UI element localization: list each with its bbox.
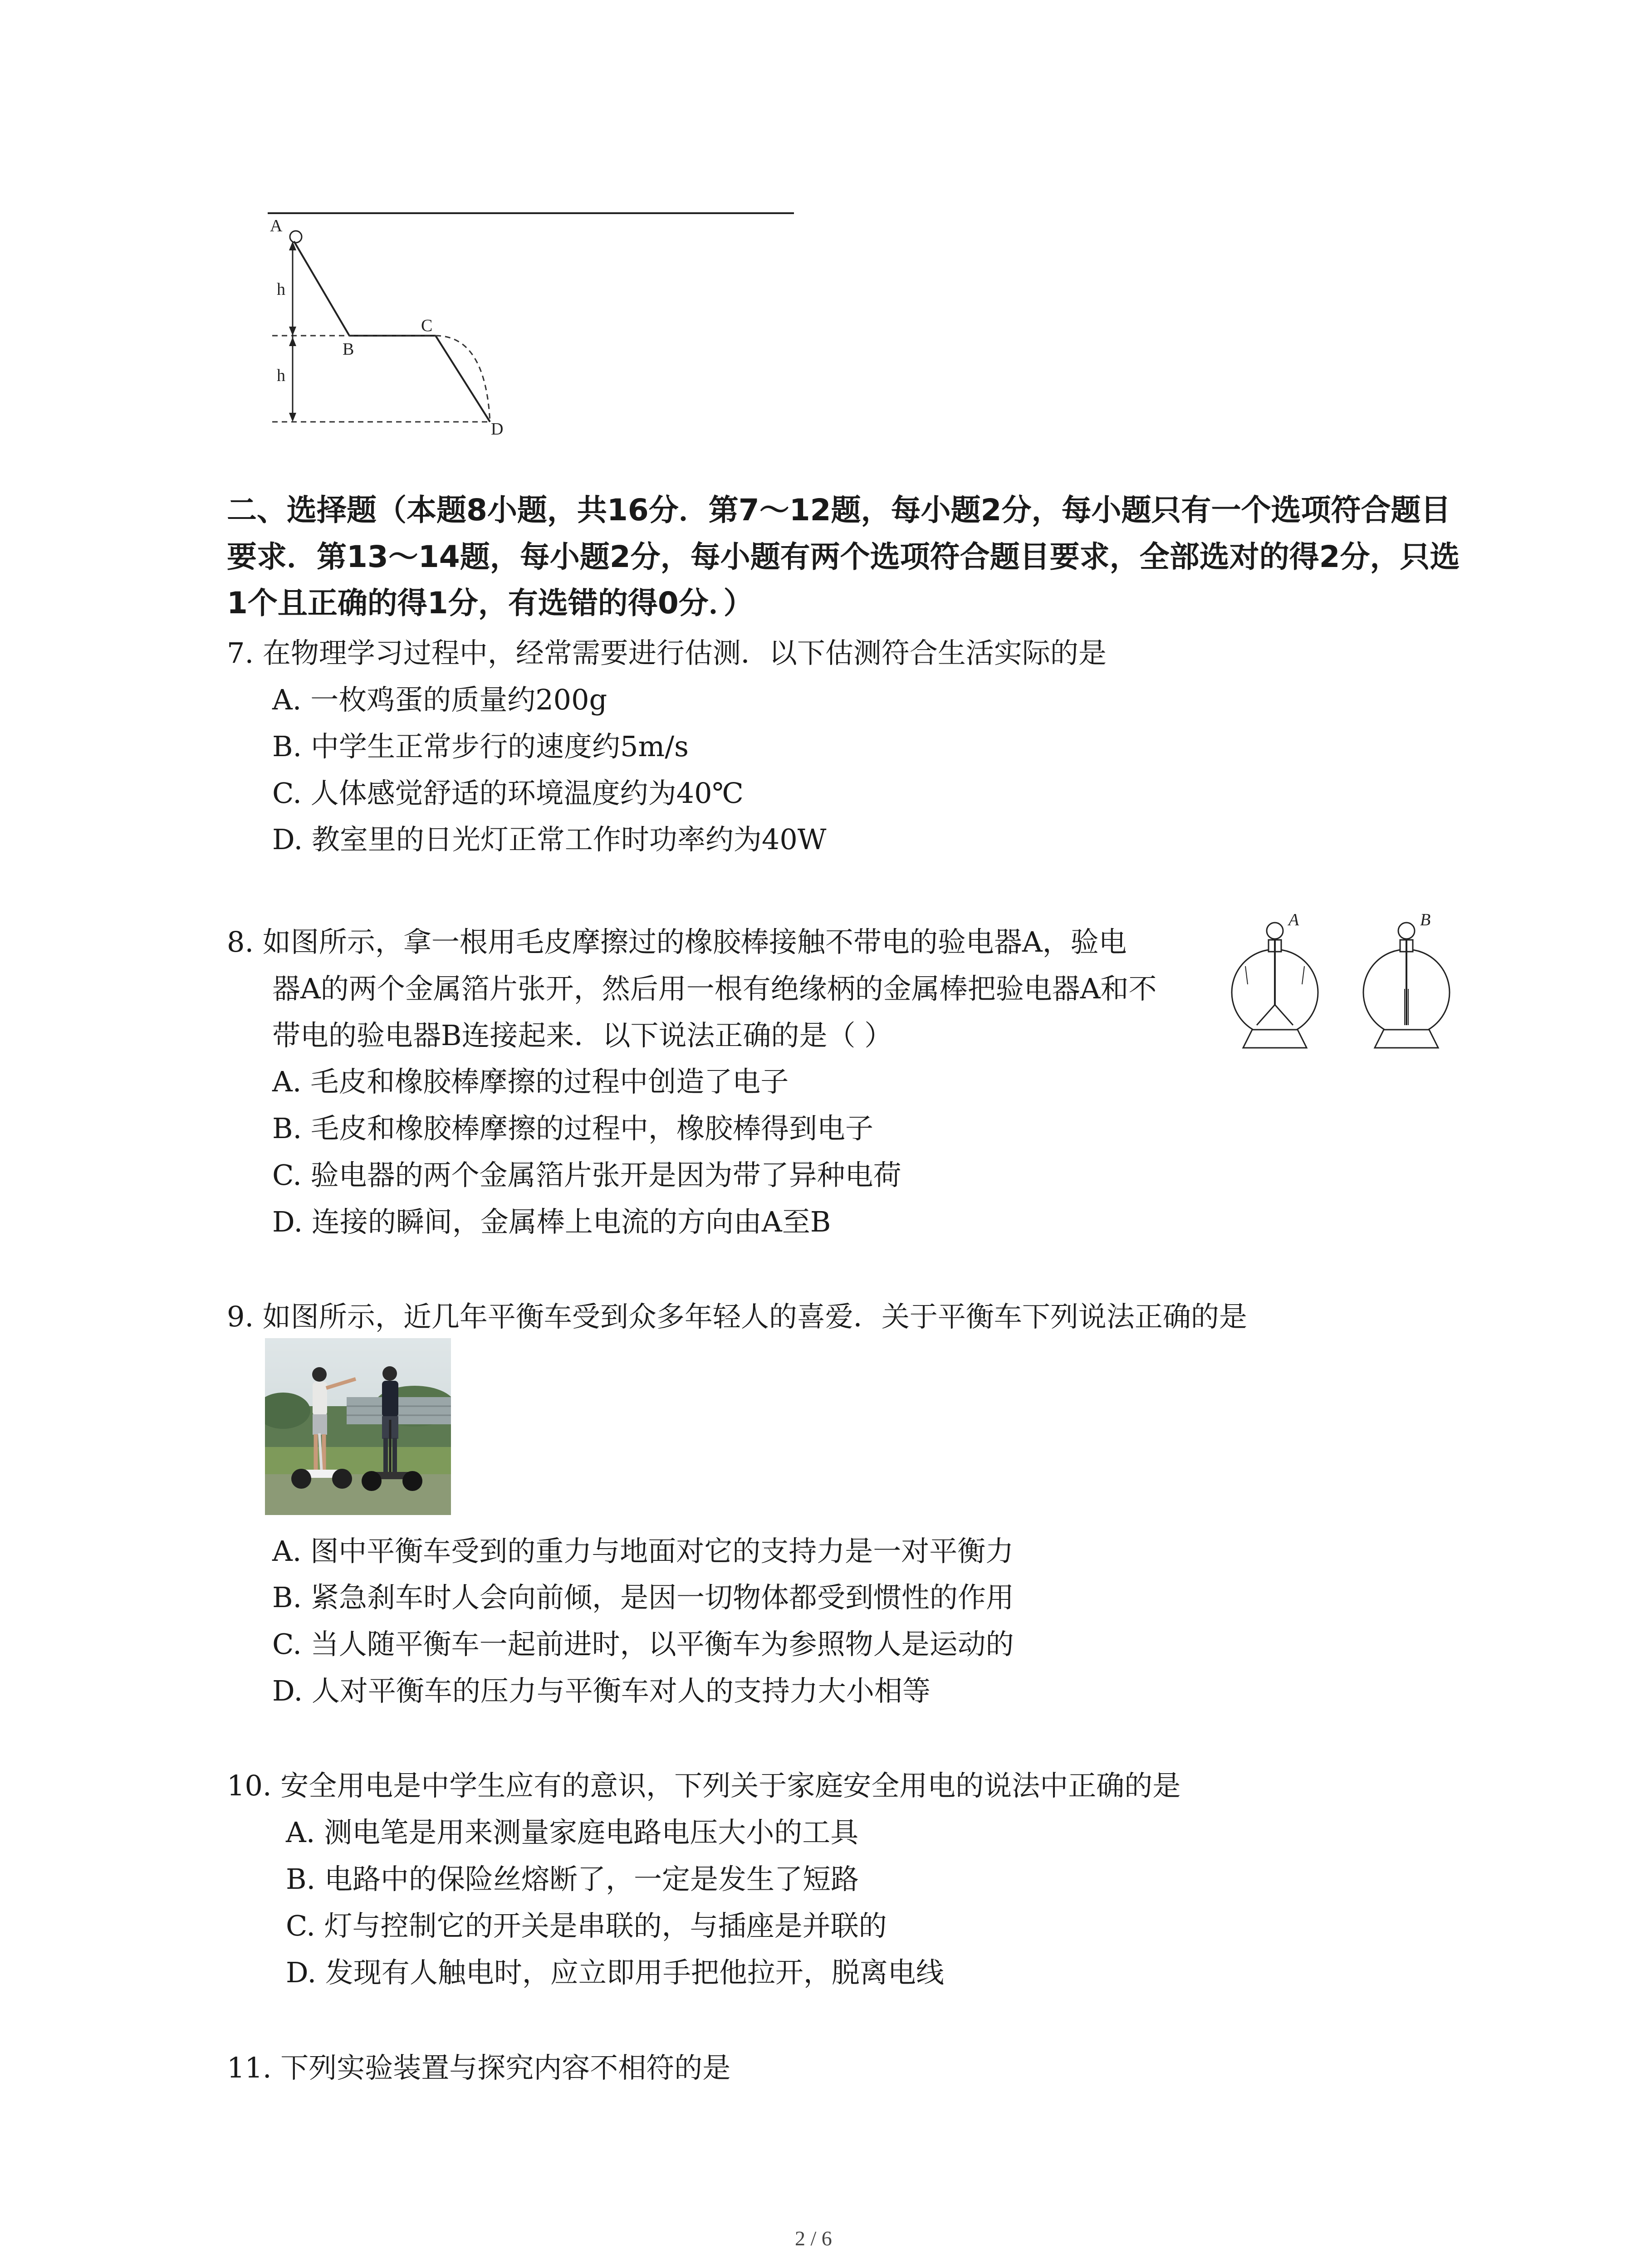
- q11-stem: 11. 下列实验装置与探究内容不相符的是: [227, 2051, 731, 2084]
- electroscope-b: [1363, 912, 1450, 1048]
- q8-option-c: C. 验电器的两个金属箔片张开是因为带了异种电荷: [272, 1158, 901, 1192]
- q10-stem: 10. 安全用电是中学生应有的意识，下列关于家庭安全用电的说法中正确的是: [227, 1769, 1181, 1802]
- section-header-line-2: 要求．第13～14题，每小题2分，每小题有两个选项符合题目要求，全部选对的得2分，只选: [227, 539, 1460, 574]
- q8-stem-line-1: 8. 如图所示，拿一根用毛皮摩擦过的橡胶棒接触不带电的验电器A，验电: [227, 925, 1127, 958]
- page-number: 2 / 6: [795, 2227, 832, 2250]
- section-header-line-3: 1个且正确的得1分，有选错的得0分．）: [227, 586, 754, 621]
- electroscope-a: [1232, 912, 1318, 1048]
- q8-stem-line-2: 器A的两个金属箔片张开，然后用一根有绝缘柄的金属棒把验电器A和不: [272, 972, 1157, 1005]
- label-a: A: [270, 216, 283, 235]
- q7-option-a: A. 一枚鸡蛋的质量约200g: [272, 683, 607, 716]
- q9-option-a: A. 图中平衡车受到的重力与地面对它的支持力是一对平衡力: [272, 1535, 1014, 1568]
- q10-option-d: D. 发现有人触电时，应立即用手把他拉开，脱离电线: [286, 1956, 944, 1989]
- q10-option-b: B. 电路中的保险丝熔断了，一定是发生了短路: [286, 1862, 859, 1896]
- label-h-lower: h: [277, 366, 285, 385]
- electroscope-a-label: A: [1288, 912, 1299, 929]
- label-h-upper: h: [277, 280, 285, 299]
- q9-option-c: C. 当人随平衡车一起前进时，以平衡车为参照物人是运动的: [272, 1628, 1014, 1661]
- q8-option-a: A. 毛皮和橡胶棒摩擦的过程中创造了电子: [272, 1065, 789, 1098]
- label-c: C: [421, 316, 433, 335]
- electroscope-b-label: B: [1420, 912, 1431, 929]
- q7-option-b: B. 中学生正常步行的速度约5m/s: [272, 730, 689, 763]
- electroscope-figure: [1225, 912, 1479, 1057]
- q9-stem: 9. 如图所示，近几年平衡车受到众多年轻人的喜爱．关于平衡车下列说法正确的是: [227, 1300, 1247, 1333]
- q10-option-a: A. 测电笔是用来测量家庭电路电压大小的工具: [286, 1816, 859, 1849]
- q8-stem-line-3: 带电的验电器B连接起来．以下说法正确的是（ ）: [272, 1019, 893, 1052]
- label-d: D: [491, 420, 504, 435]
- q7-stem: 7. 在物理学习过程中，经常需要进行估测．以下估测符合生活实际的是: [227, 636, 1107, 670]
- q9-option-b: B. 紧急刹车时人会向前倾，是因一切物体都受到惯性的作用: [272, 1581, 1014, 1614]
- track-figure: [254, 200, 798, 435]
- q8-option-d: D. 连接的瞬间，金属棒上电流的方向由A至B: [272, 1205, 831, 1238]
- section-header-line-1: 二、选择题（本题8小题，共16分．第7～12题，每小题2分，每小题只有一个选项符合题目: [227, 493, 1451, 528]
- q7-option-c: C. 人体感觉舒适的环境温度约为40℃: [272, 777, 744, 810]
- balance-scooter-photo: [265, 1338, 451, 1515]
- q7-option-d: D. 教室里的日光灯正常工作时功率约为40W: [272, 823, 827, 856]
- label-b: B: [343, 340, 354, 359]
- q10-option-c: C. 灯与控制它的开关是串联的，与插座是并联的: [286, 1909, 887, 1942]
- q9-option-d: D. 人对平衡车的压力与平衡车对人的支持力大小相等: [272, 1674, 931, 1707]
- q8-option-b: B. 毛皮和橡胶棒摩擦的过程中，橡胶棒得到电子: [272, 1112, 873, 1145]
